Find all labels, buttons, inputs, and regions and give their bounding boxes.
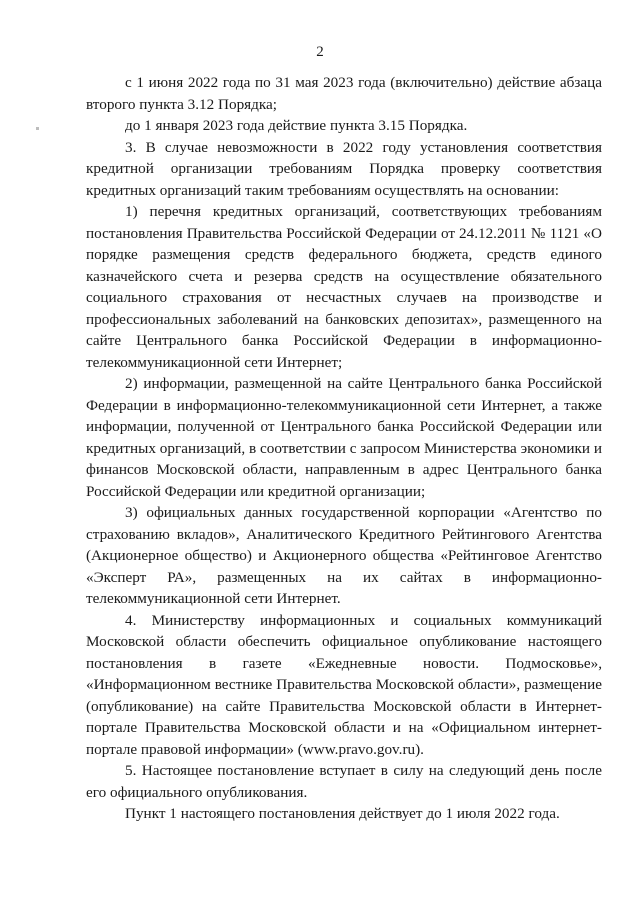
paragraph-9: Пункт 1 настоящего постановления действует до 1 июля 2022 года. [125, 805, 560, 822]
paragraph-1: с 1 июня 2022 года по 31 мая 2023 года (включительно) действие абзаца второго пункта 3.12 Порядка; [86, 74, 602, 113]
paragraph-6: 3) официальных данных государственной корпорации «Агентство по страхованию вкладов», Аналитического Кредитного Рейтингового Агентства (Акционерное общество) и Акционерного общества «Рейтинговое Агентство «Эксперт РА», размещенных на их сайтах в информационно-телекоммуникационной сети Интернет. [86, 504, 602, 607]
page-number: 2 [316, 44, 324, 60]
paragraph-8: 5. Настоящее постановление вступает в силу на следующий день после его официального опубликования. [86, 762, 602, 801]
paragraph-4: 1) перечня кредитных организаций, соответствующих требованиям постановления Правительства Российской Федерации от 24.12.2011 № 1121 «О порядке размещения средств федерального бюджета, средств единого казначейского счета и резерва средств на осуществление обязательного социального страхования от несчастных случаев на производстве и профессиональных заболеваний на банковских депозитах», размещенного на сайте Центрального банка Российской Федерации в информационно-телекоммуникационной сети Интернет; [86, 203, 602, 371]
paragraph-2: до 1 января 2023 года действие пункта 3.15 Порядка. [125, 117, 468, 134]
paragraph-5: 2) информации, размещенной на сайте Центрального банка Российской Федерации в информационно-телекоммуникационной сети Интернет, а также информации, полученной от Центрального банка Российской Федерации или кредитных организаций, в соответствии с запросом Министерства экономики и финансов Московской области, направленным в адрес Центрального банка Российской Федерации или кредитной организации; [86, 375, 602, 500]
margin-mark [36, 127, 39, 130]
document-body [86, 72, 602, 825]
paragraph-7: 4. Министерству информационных и социальных коммуникаций Московской области обеспечить официальное опубликование настоящего постановления в газете «Ежедневные новости. Подмосковье», «Информационном вестнике Правительства Московской области», размещение (опубликование) на сайте Правительства Московской области в Интернет-портале Правительства Московской области и на «Официальном интернет-портале правовой информации» (www.pravo.gov.ru). [86, 611, 602, 758]
paragraph-3: 3. В случае невозможности в 2022 году установления соответствия кредитной организации требованиям Порядка проверку соответствия кредитных организаций таким требованиям осуществлять на основании: [86, 138, 602, 199]
